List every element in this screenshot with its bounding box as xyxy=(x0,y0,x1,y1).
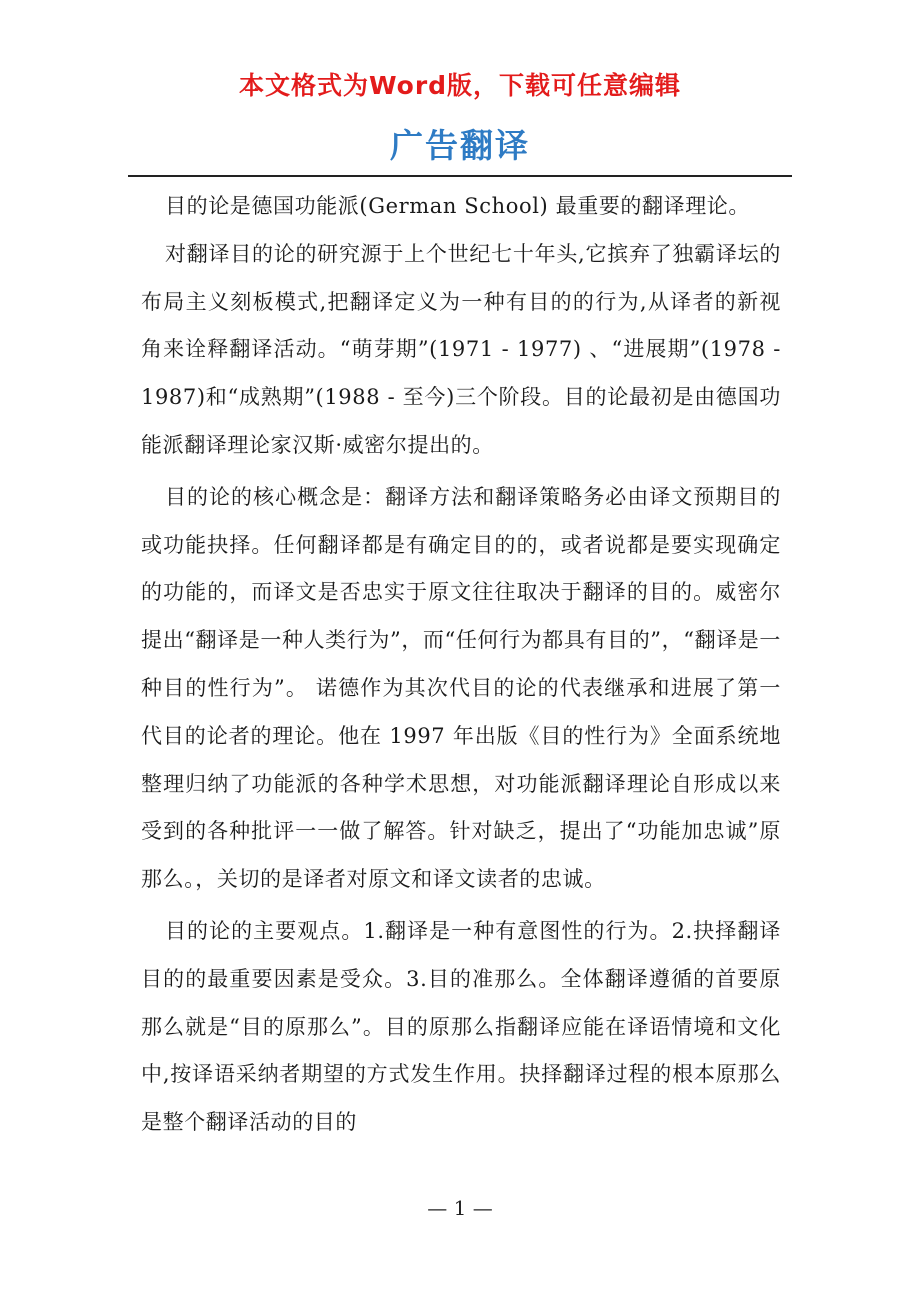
paragraph: 目的论的核心概念是：翻译方法和翻译策略务必由译文预期目的或功能抉择。任何翻译都是有确定目的的，或者说都是要实现确定的功能的，而译文是否忠实于原文往往取决于翻译的目的。威密尔提出“翻译是一种人类行为”，而“任何行为都具有目的”，“翻译是一种目的性行为”。 诺德作为其次代目的论的代表继承和进展了第一代目的论者的理论。他在 1997 年出版《目的性行为》全面系统地整理归纳了功能派的各种学术思想，对功能派翻译理论自形成以来受到的各种批评一一做了解答。针对缺乏，提出了“功能加忠诚”原那么。，关切的是译者对原文和译文读者的忠诚。 xyxy=(141,484,781,892)
paragraph: 对翻译目的论的研究源于上个世纪七十年头,它摈弃了独霸译坛的布局主义刻板模式,把翻译定义为一种有目的的行为,从译者的新视角来诠释翻译活动。“萌芽期”(1971 - 1977) 、“进展期”(1978 - 1987)和“成熟期”(1988 - 至今)三个阶段。目的论最初是由德国功能派翻译理论家汉斯·威密尔提出的。 xyxy=(141,241,781,457)
page-number: — 1 — xyxy=(427,1196,493,1220)
document-body xyxy=(141,183,781,1147)
paragraph: 目的论是德国功能派(German School) 最重要的翻译理论。 xyxy=(165,194,751,218)
paragraph: 目的论的主要观点。1.翻译是一种有意图性的行为。2.抉择翻译目的的最重要因素是受众。3.目的准那么。全体翻译遵循的首要原那么就是“目的原那么”。目的原那么指翻译应能在译语情境和文化中,按译语采纳者期望的方式发生作用。抉择翻译过程的根本原那么是整个翻译活动的目的 xyxy=(141,918,781,1135)
format-banner: 本文格式为Word版，下载可任意编辑 xyxy=(238,71,682,100)
document-title: 广告翻译 xyxy=(390,126,530,165)
title-divider xyxy=(128,175,792,177)
